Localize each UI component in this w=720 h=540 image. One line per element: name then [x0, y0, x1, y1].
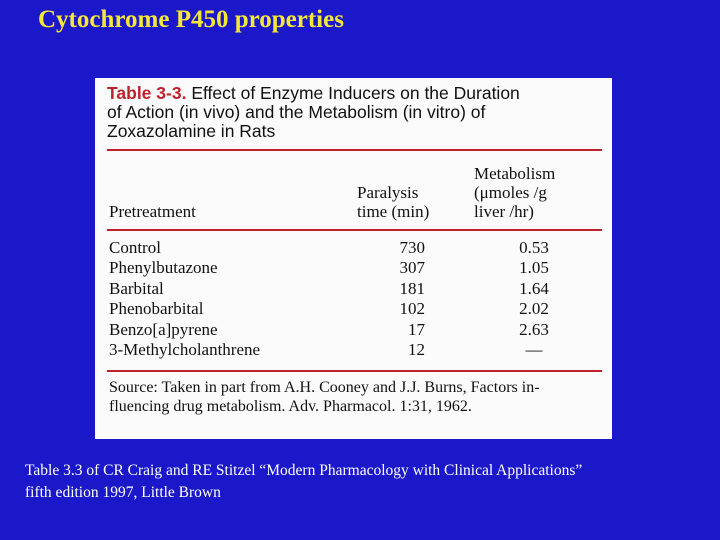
table-title-line1: Effect of Enzyme Inducers on the Duration — [191, 83, 520, 103]
paralysis-cell: 730 — [399, 238, 425, 257]
paralysis-header-line1: Paralysis — [357, 183, 419, 202]
table-caption — [107, 84, 602, 141]
source-line2: fluencing drug metabolism. Adv. Pharmacol. 1:31, 1962. — [109, 398, 472, 416]
paralysis-cell: 181 — [399, 278, 425, 298]
table-row — [107, 238, 602, 258]
metabolism-cell: 1.64 — [519, 278, 549, 298]
column-header-metabolism — [474, 164, 594, 221]
paralysis-cell: 12 — [408, 339, 425, 359]
table-row — [107, 279, 602, 299]
table-source-note — [107, 372, 602, 416]
table-body — [107, 231, 602, 360]
metabolism-cell: 0.53 — [519, 238, 549, 257]
citation-line1: Table 3.3 of CR Craig and RE Stitzel “Modern Pharmacology with Clinical Applications” — [25, 462, 583, 479]
table-image — [95, 78, 612, 439]
metabolism-cell: 1.05 — [519, 258, 549, 278]
metabolism-header-line1: Metabolism — [474, 164, 556, 183]
source-line1: Source: Taken in part from A.H. Cooney and J.J. Burns, Factors in- — [109, 379, 540, 397]
metabolism-header-line3: liver /hr) — [474, 202, 534, 221]
metabolism-cell: — — [525, 339, 543, 359]
metabolism-cell: 2.63 — [519, 319, 549, 339]
slide-citation — [25, 460, 582, 504]
paralysis-cell: 307 — [399, 258, 425, 278]
column-header-paralysis — [357, 183, 467, 221]
table-row — [107, 320, 602, 340]
table-row — [107, 258, 602, 278]
table-title-line2: of Action (in vivo) and the Metabolism (in vitro) of — [107, 102, 486, 122]
slide-title: Cytochrome P450 properties — [38, 6, 344, 33]
pretreatment-cell: Barbital — [109, 278, 164, 298]
citation-line2: fifth edition 1997, Little Brown — [25, 484, 221, 501]
pretreatment-cell: Phenobarbital — [109, 299, 204, 319]
table-row — [107, 340, 602, 360]
pretreatment-cell: Phenylbutazone — [109, 258, 218, 278]
table-title-line3: Zoxazolamine in Rats — [107, 121, 276, 141]
pretreatment-cell: Control — [109, 238, 161, 257]
table-number: Table 3-3. — [107, 83, 187, 103]
column-header-pretreatment: Pretreatment — [109, 202, 196, 221]
metabolism-header-line2: (μmoles /g — [474, 183, 547, 202]
column-headers — [107, 151, 602, 229]
pretreatment-cell: 3-Methylcholanthrene — [109, 339, 261, 359]
paralysis-cell: 102 — [399, 299, 425, 319]
paralysis-header-line2: time (min) — [357, 202, 430, 221]
table-row — [107, 299, 602, 319]
metabolism-cell: 2.02 — [519, 299, 549, 319]
pretreatment-cell: Benzo[a]pyrene — [109, 319, 218, 339]
paralysis-cell: 17 — [408, 319, 425, 339]
